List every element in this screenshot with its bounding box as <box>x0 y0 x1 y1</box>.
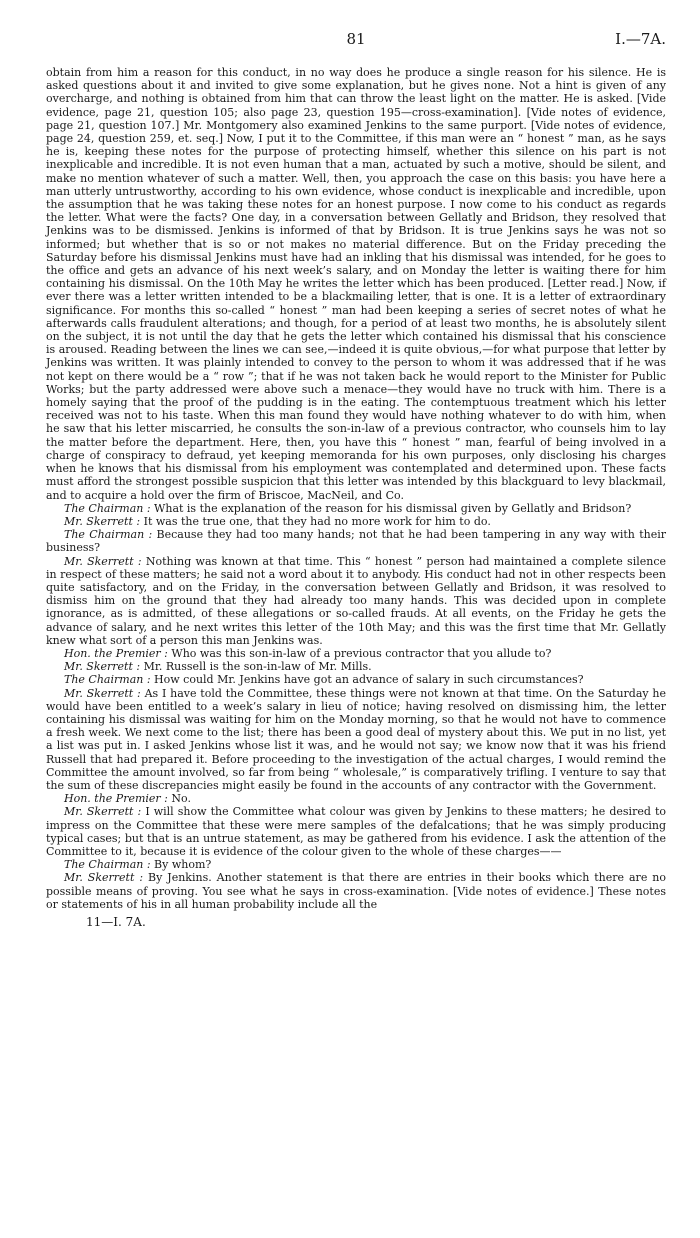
speech: Nothing was known at that time. This “ honest ” person had maintained a complete silence in respect of these matters; he said not a word about it to anybody. His conduct had not in other respects been quite satisfactory, and on the Friday, in the conversation between Gellatly and Bridson, it was resolved to dismiss him on the ground that they had already too many hands. This was decided upon in complete ignorance, as is admitted, of these allegations or so-called frauds. At all events, on the Friday he gets the advance of salary, and he next writes this letter of the 10th May; and this was the first time that Mr. Gellatly knew what sort of a person this man Jenkins was. <box>46 554 666 647</box>
speaker: Mr. Skerrett : <box>64 805 142 819</box>
speech: By Jenkins. Another statement is that there are entries in their books which there are no possible means of proving. You see what he says in cross-examination. [Vide notes of evidence.] These notes or statements of his in all human probability include all the <box>46 871 667 911</box>
speaker: Mr. Skerrett : <box>64 514 141 528</box>
speech: By whom? <box>154 858 212 872</box>
speaker: The Chairman : <box>64 858 151 872</box>
speaker: Mr. Skerrett : <box>64 686 141 700</box>
exchange-paragraph <box>46 673 666 686</box>
speech: It was the true one, that they had no more work for him to do. <box>143 514 491 528</box>
exchange-paragraph <box>46 502 666 515</box>
exchange-paragraph <box>46 515 666 528</box>
speech: What is the explanation of the reason for his dismissal given by Gellatly and Bridson? <box>154 501 632 515</box>
exchange-paragraph <box>46 647 666 660</box>
exchange-paragraph <box>46 660 666 673</box>
speaker: Mr. Skerrett : <box>64 871 144 885</box>
speech: No. <box>171 792 191 806</box>
exchange-paragraph <box>46 555 666 647</box>
exchange-paragraph <box>46 792 666 805</box>
speaker: Mr. Skerrett : <box>64 660 141 674</box>
speaker: Mr. Skerrett : <box>64 554 142 568</box>
speech: Who was this son-in-law of a previous contractor that you allude to? <box>171 646 552 660</box>
speech: How could Mr. Jenkins have got an advance of salary in such circumstances? <box>154 673 584 687</box>
page-number: 81 <box>346 30 366 48</box>
speech: Because they had too many hands; not that he had been tampering in any way with their business? <box>46 528 666 555</box>
speaker: The Chairman : <box>64 528 153 542</box>
speech: As I have told the Committee, these things were not known at that time. On the Saturday he would have been entitled to a week’s salary in lieu of notice; having resolved on dismissing him, the letter containing his dismissal was waiting for him on the Monday morning, so that he would not have to commence a fresh week. We next come to the list; there has been a good deal of mystery about this. We put in no list, yet a list was put in. I asked Jenkins whose list it was, and he would not say; we know now that it was his friend Russell that had prepared it. Before proceeding to the investigation of the actual charges, I would remind the Committee the amount involved, so far from being “ wholesale,” is comparatively trifling. I venture to say that the sum of these discrepancies might easily be found in the accounts of any contractor with the Government. <box>46 686 667 792</box>
exchange-paragraph <box>46 528 666 554</box>
speaker: Hon. the Premier : <box>64 646 168 660</box>
speech: Mr. Russell is the son-in-law of Mr. Mills. <box>143 660 372 674</box>
exchange-paragraph <box>46 687 666 793</box>
speech: I will show the Committee what colour was given by Jenkins to these matters; he desired to impress on the Committee that these were mere samples of the defalcations; that he was simply producing typical cases; but that is an untrue statement, as may be gathered from his evidence. I ask the attention of the Committee to it, because it is evidence of the colour given to the whole of these charges—— <box>46 805 666 858</box>
opening-paragraph: obtain from him a reason for this conduct, in no way does he produce a single reason for his silence. He is asked questions about it and invited to give some explanation, but he gives none. Not a hint is given of any overcharge, and nothing is obtained from him that can throw the least light on the matter. He is asked. [Vide evidence, page 21, question 105; also page 23, question 195—cross-examination]. [Vide notes of evidence, page 21, question 107.] Mr. Montgomery also examined Jenkins to the same purport. [Vide notes of evidence, page 24, question 259, et. seq.] Now, I put it to the Committee, if this man were an “ honest ” man, as he says he is, keeping these notes for the purpose of protecting himself, whether this silence on his part is not inexplicable and incredible. It is not even human that a man, actuated by such a motive, should be silent, and make no mention whatever of such a matter. Well, then, you approach the case on this basis: you have here a man utterly untrustworthy, according to his own evidence, whose conduct is inexplicable and incredible, upon the assumption that he was taking these notes for an honest purpose. I now come to his conduct as regards the letter. What were the facts? One day, in a conversation between Gellatly and Bridson, they resolved that Jenkins was to be dismissed. Jenkins is informed of that by Bridson. It is true Jenkins says he was not so informed; but whether that is so or not makes no material difference. But on the Friday preceding the Saturday before his dismissal Jenkins must have had an inkling that his dismissal was intended, for he goes to the office and gets an advance of his next week’s salary, and on Monday the letter is waiting there for him containing his dismissal. On the 10th May he writes the letter which has been produced. [Letter read.] Now, if ever there was a letter written intended to be a blackmailing letter, that is one. It is a letter of extraordinary significance. For months this so-called “ honest ” man had been keeping a series of secret notes of what he afterwards calls fraudulent alterations; and though, for a period of at least two months, he is absolutely silent on the subject, it is not until the day that he gets the letter which contained his dismissal that his conscience is aroused. Reading between the lines we can see,—indeed it is quite obvious,—for what purpose that letter by Jenkins was written. It was plainly intended to convey to the person to whom it was addressed that if he was not kept on there would be a “ row ”; that if he was not taken back he would report to the Minister for Public Works; but the party addressed were above such a menace—they would have no truck with him. There is a homely saying that the proof of the pudding is in the eating. The contemptuous treatment which his letter received was not to his taste. When this man found they would have nothing whatever to do with him, when he saw that his letter miscarried, he consults the son-in-law of a previous contractor, who counsels him to lay the matter before the department. Here, then, you have this “ honest ” man, fearful of being involved in a charge of conspiracy to defraud, yet keeping memoranda for his own purposes, only disclosing his charges when he knows that his dismissal from his employment was contemplated and determined upon. These facts must afford the strongest possible suspicion that this letter was intended by this blackguard to levy blackmail, and to acquire a hold over the firm of Briscoe, MacNeil, and Co. <box>46 66 666 502</box>
document-page <box>46 30 666 929</box>
exchange-paragraph <box>46 871 666 911</box>
exchange-paragraph <box>46 805 666 858</box>
exchange-paragraph <box>46 858 666 871</box>
speaker: The Chairman : <box>64 673 151 687</box>
page-header <box>46 30 666 54</box>
document-reference: I.—7A. <box>615 30 666 48</box>
speaker: The Chairman : <box>64 501 151 515</box>
page-signature-mark: 11—I. 7A. <box>86 915 146 929</box>
speaker: Hon. the Premier : <box>64 792 168 806</box>
page-body <box>46 66 666 911</box>
